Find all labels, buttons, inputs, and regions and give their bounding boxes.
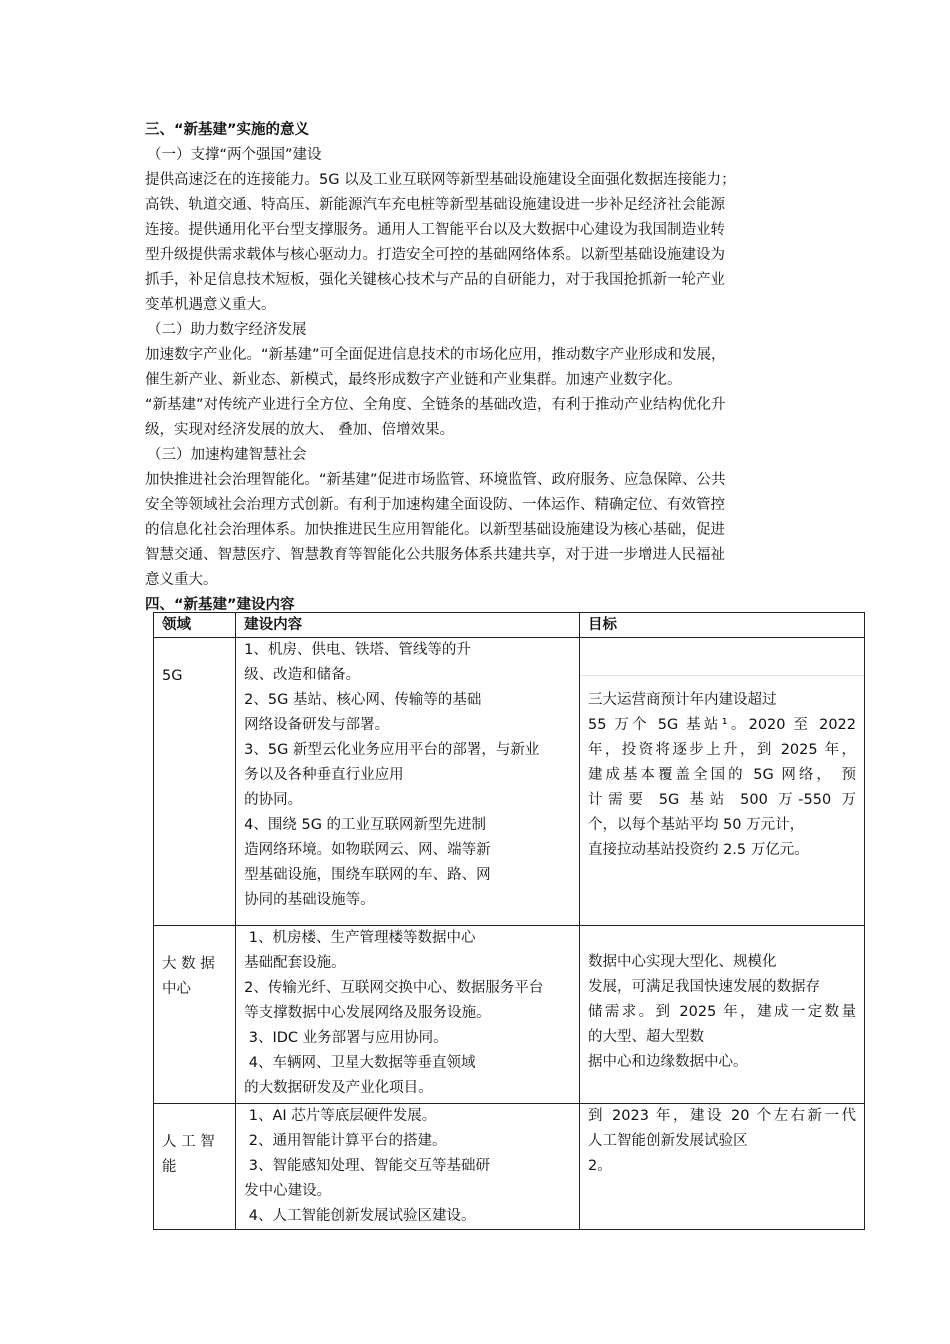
content-line: 3、智能感知处理、智能交互等基础研 xyxy=(244,1158,490,1174)
paragraph-line: 变革机遇意义重大。 xyxy=(145,297,276,313)
cell-target xyxy=(579,1104,864,1230)
subsection-1-title: （一）支撑“两个强国”建设 xyxy=(147,147,322,163)
table-row-big-data-center xyxy=(154,926,865,1104)
target-line: 直接拉动基站投资约 2.5 万亿元。 xyxy=(587,842,809,858)
cell-content xyxy=(236,638,580,926)
construction-content-table xyxy=(153,612,865,1230)
domain-label: 5G xyxy=(162,668,183,684)
content-line: 3、5G 新型云化业务应用平台的部署，与新业 xyxy=(244,742,540,758)
content-line: 的协同。 xyxy=(244,792,303,808)
cell-content xyxy=(236,1104,580,1230)
content-line: 网络设备研发与部署。 xyxy=(244,717,390,733)
target-line: 年，投资将逐步上升，到 2025 年， xyxy=(587,742,856,758)
section-4-heading: 四、“新基建”建设内容 xyxy=(145,597,295,613)
target-line: 2。 xyxy=(587,1158,612,1174)
target-line: 计需要 5G 基站 500 万-550 万 xyxy=(587,792,856,808)
content-line: 4、围绕 5G 的工业互联网新型先进制 xyxy=(244,817,487,833)
paragraph-line: 智慧交通、智慧医疗、智慧教育等智能化公共服务体系共建共享，对于进一步增进人民福祉 xyxy=(145,547,725,563)
content-line: 1、机房楼、生产管理楼等数据中心 xyxy=(244,930,476,946)
content-line: 4、人工智能创新发展试验区建设。 xyxy=(244,1208,476,1224)
subsection-2-paragraph xyxy=(145,343,825,443)
table-row-artificial-intelligence xyxy=(154,1104,865,1230)
target-line: 据中心和边缘数据中心。 xyxy=(587,1054,748,1070)
target-line: 建成基本覆盖全国的 5G 网络， 预 xyxy=(587,767,856,783)
content-line: 基础配套设施。 xyxy=(244,955,346,971)
domain-label: 人 工 智 xyxy=(162,1134,215,1150)
target-line: 人工智能创新发展试验区 xyxy=(587,1133,748,1149)
content-line: 2、通用智能计算平台的搭建。 xyxy=(244,1133,447,1149)
cell-target xyxy=(579,926,864,1104)
paragraph-line: 的信息化社会治理体系。加快推进民生应用智能化。以新型基础设施建设为核心基础，促进 xyxy=(145,522,725,538)
header-content: 建设内容 xyxy=(236,613,580,638)
content-line: 1、机房、供电、铁塔、管线等的升 xyxy=(244,642,471,658)
target-line: 发展，可满足我国快速发展的数据存 xyxy=(587,979,820,995)
paragraph-line: 安全等领域社会治理方式创新。有利于加速构建全面设防、一体运作、精确定位、有效管控 xyxy=(145,497,725,513)
target-line: 55 万个 5G 基站¹。2020 至 2022 xyxy=(587,717,856,733)
subsection-3-paragraph xyxy=(145,468,825,593)
paragraph-line: 级，实现对经济发展的放大、 叠加、倍增效果。 xyxy=(145,422,455,438)
cell-content xyxy=(236,926,580,1104)
paragraph-line: 提供高速泛在的连接能力。5G 以及工业互联网等新型基础设施建设全面强化数据连接能力； xyxy=(145,172,736,188)
content-line: 级、改造和储备。 xyxy=(244,667,361,683)
content-line: 务以及各种垂直行业应用 xyxy=(244,767,404,783)
paragraph-line: 加快推进社会治理智能化。“新基建”促进市场监管、环境监管、政府服务、应急保障、公共 xyxy=(145,472,726,488)
content-line: 等支撑数据中心发展网络及服务设施。 xyxy=(244,1005,491,1021)
target-line: 三大运营商预计年内建设超过 xyxy=(587,692,777,708)
subsection-1-paragraph xyxy=(145,168,825,318)
target-line: 数据中心实现大型化、规模化 xyxy=(587,954,777,970)
target-line: 到 2023 年，建设 20 个左右新一代 xyxy=(587,1108,856,1124)
content-line: 2、5G 基站、核心网、传输等的基础 xyxy=(244,692,482,708)
section-3-heading: 三、“新基建”实施的意义 xyxy=(145,122,310,138)
cell-target xyxy=(579,638,864,926)
subsection-2-title: （二）助力数字经济发展 xyxy=(147,322,307,338)
subsection-3-title: （三）加速构建智慧社会 xyxy=(147,447,307,463)
header-target: 目标 xyxy=(579,613,864,638)
domain-label: 能 xyxy=(162,1159,177,1175)
paragraph-line: 意义重大。 xyxy=(145,572,218,588)
paragraph-line: 型升级提供需求载体与核心驱动力。打造安全可控的基础网络体系。以新型基础设施建设为 xyxy=(145,247,725,263)
paragraph-line: 连接。提供通用化平台型支撑服务。通用人工智能平台以及大数据中心建设为我国制造业转 xyxy=(145,222,725,238)
table-header-row xyxy=(154,613,865,638)
header-domain: 领域 xyxy=(154,613,236,638)
document-body xyxy=(145,118,825,618)
paragraph-line: 抓手，补足信息技术短板，强化关键核心技术与产品的自研能力，对于我国抢抓新一轮产业 xyxy=(145,272,725,288)
cell-domain xyxy=(154,926,236,1104)
table-row-5g xyxy=(154,638,865,926)
content-line: 发中心建设。 xyxy=(244,1183,332,1199)
cell-domain xyxy=(154,638,236,926)
cell-domain xyxy=(154,1104,236,1230)
target-line: 个，以每个基站平均 50 万元计， xyxy=(587,817,805,833)
target-line: 的大型、超大型数 xyxy=(587,1029,704,1045)
paragraph-line: “新基建”对传统产业进行全方位、全角度、全链条的基础改造，有利于推动产业结构优化升 xyxy=(145,397,726,413)
content-line: 造网络环境。如物联网云、网、端等新 xyxy=(244,842,491,858)
content-line: 型基础设施，围绕车联网的车、路、网 xyxy=(244,867,491,883)
content-line: 1、AI 芯片等底层硬件发展。 xyxy=(244,1108,437,1124)
paragraph-line: 高铁、轨道交通、特高压、新能源汽车充电桩等新型基础设施建设进一步补足经济社会能源 xyxy=(145,197,725,213)
content-line: 2、传输光纤、互联网交换中心、数据服务平台 xyxy=(244,980,544,996)
target-line: 储需求。到 2025 年，建成一定数量 xyxy=(587,1004,856,1020)
content-line: 4、车辆网、卫星大数据等垂直领域 xyxy=(244,1055,476,1071)
content-line: 协同的基础设施等。 xyxy=(244,892,375,908)
domain-label: 中心 xyxy=(162,981,191,997)
domain-label: 大 数 据 xyxy=(162,956,215,972)
content-line: 的大数据研发及产业化项目。 xyxy=(244,1080,433,1096)
paragraph-line: 催生新产业、新业态、新模式，最终形成数字产业链和产业集群。加速产业数字化。 xyxy=(145,372,682,388)
content-line: 3、IDC 业务部署与应用协同。 xyxy=(244,1030,448,1046)
paragraph-line: 加速数字产业化。“新基建”可全面促进信息技术的市场化应用，推动数字产业形成和发展， xyxy=(145,347,726,363)
cell-divider xyxy=(580,638,864,676)
